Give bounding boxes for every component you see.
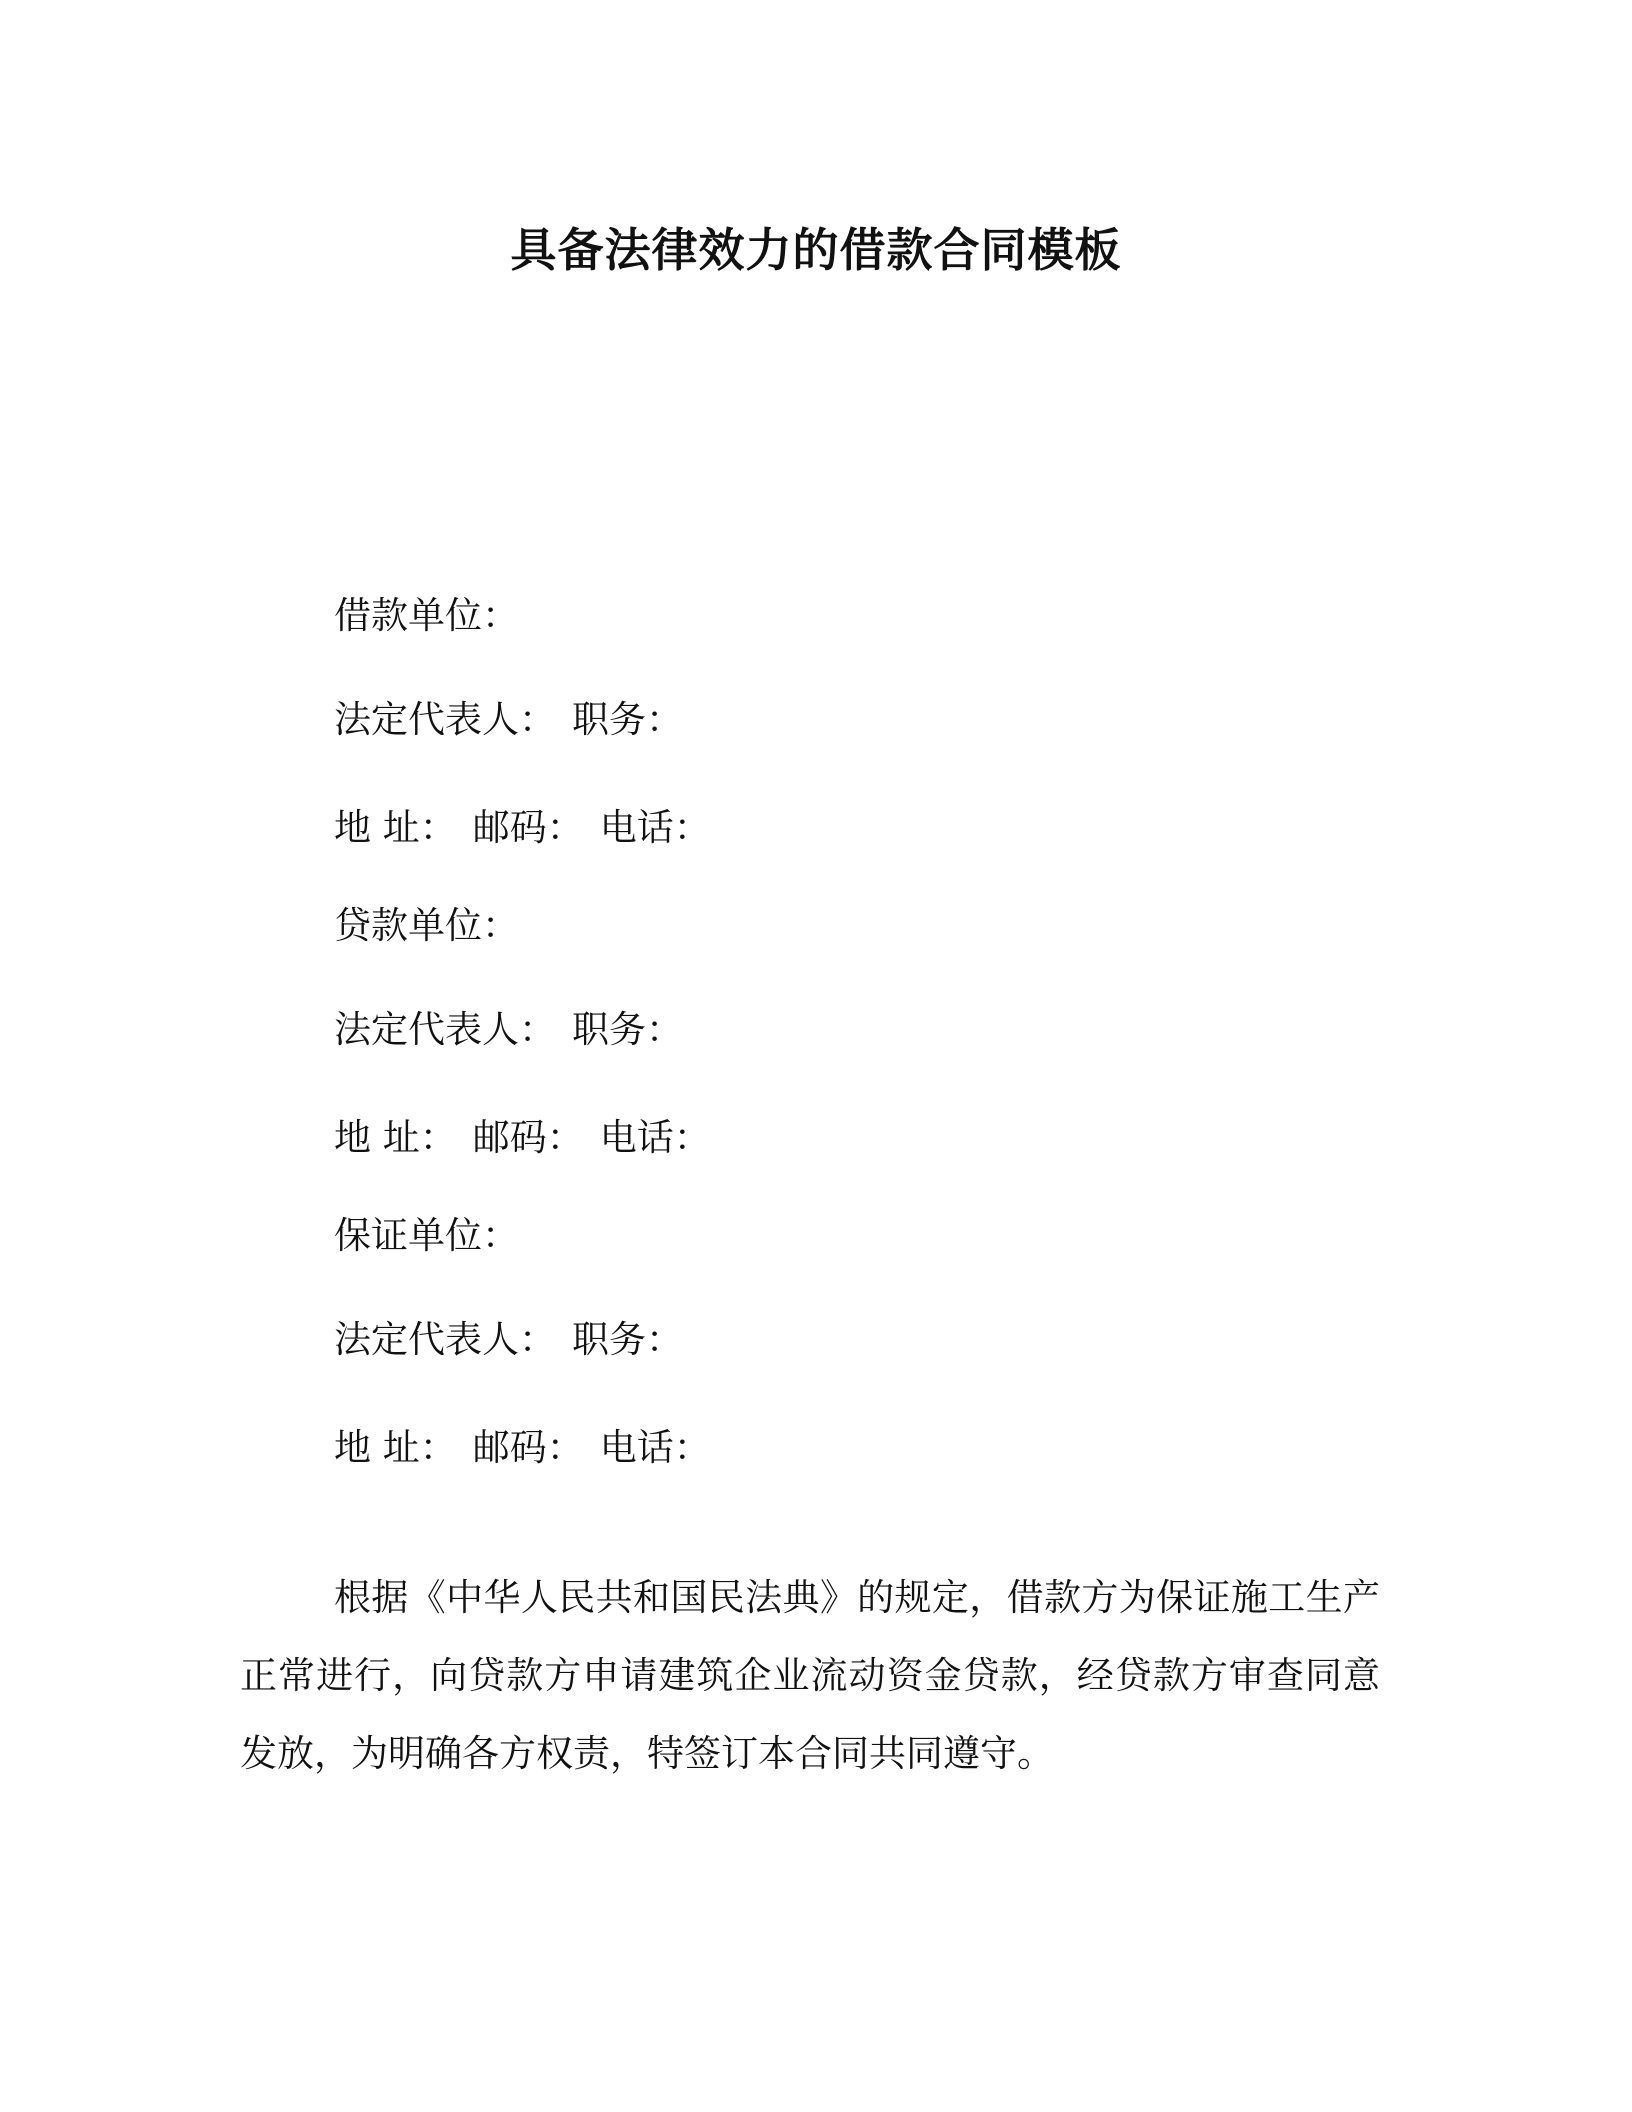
lender-unit-line — [334, 902, 527, 950]
borrower-position-label: 职务： — [572, 698, 683, 741]
borrower-postcode-label: 邮码： — [472, 806, 584, 849]
borrower-phone-label: 电话： — [599, 806, 711, 849]
lender-rep-label: 法定代表人： — [334, 1008, 556, 1051]
borrower-address-label: 地 址： — [334, 806, 457, 849]
guarantor-rep-label: 法定代表人： — [334, 1318, 556, 1361]
borrower-address-line — [334, 804, 727, 852]
guarantor-postcode-label: 邮码： — [472, 1426, 584, 1469]
guarantor-unit-label: 保证单位： — [334, 1214, 519, 1257]
guarantor-unit-line — [334, 1212, 527, 1260]
borrower-rep-line — [334, 696, 699, 744]
guarantor-phone-label: 电话： — [599, 1426, 711, 1469]
lender-rep-line — [334, 1006, 699, 1054]
lender-address-line — [334, 1114, 727, 1162]
lender-position-label: 职务： — [572, 1008, 683, 1051]
preamble-paragraph: 根据《中华人民共和国民法典》的规定，借款方为保证施工生产正常进行，向贷款方申请建筑企业流动资金贷款，经贷款方审查同意发放，为明确各方权责，特签订本合同共同遵守。 — [240, 1576, 1380, 1775]
guarantor-position-label: 职务： — [572, 1318, 683, 1361]
lender-unit-label: 贷款单位： — [334, 904, 519, 947]
guarantor-address-label: 地 址： — [334, 1426, 457, 1469]
borrower-rep-label: 法定代表人： — [334, 698, 556, 741]
borrower-unit-label: 借款单位： — [334, 594, 519, 637]
guarantor-rep-line — [334, 1316, 699, 1364]
borrower-unit-line — [334, 592, 527, 640]
lender-postcode-label: 邮码： — [472, 1116, 584, 1159]
guarantor-address-line — [334, 1424, 727, 1472]
document-title: 具备法律效力的借款合同模板 — [510, 223, 1122, 277]
lender-address-label: 地 址： — [334, 1116, 457, 1159]
lender-phone-label: 电话： — [599, 1116, 711, 1159]
